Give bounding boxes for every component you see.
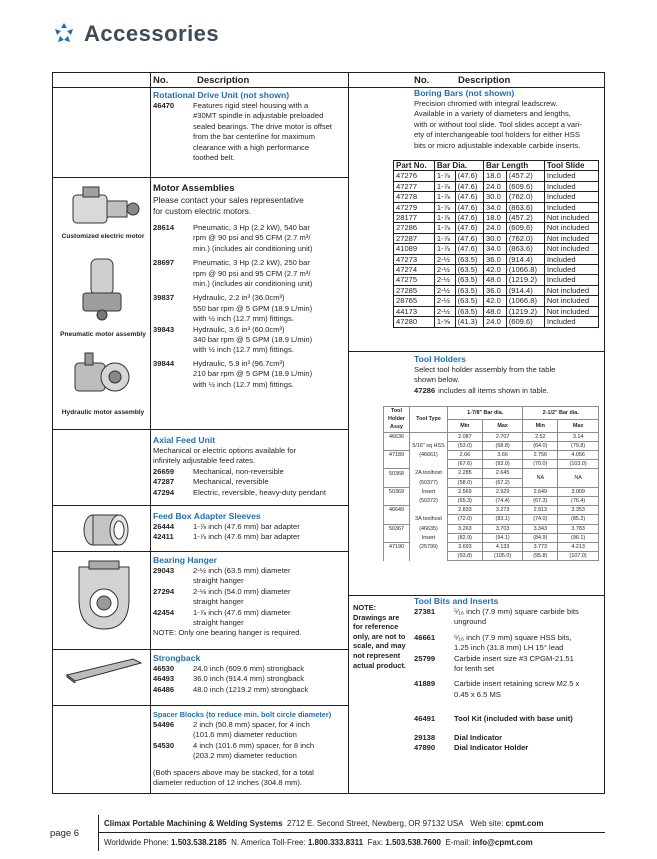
list-item: 47890 Dial Indicator Holder xyxy=(414,743,529,753)
website-link[interactable]: cpmt.com xyxy=(505,819,544,828)
list-item: 28614 Pneumatic, 3 Hp (2.2 kW), 540 bar rpm @ 90 psi and 95 CFM (2.7 m³/ min.) (includes air conditioning unit) xyxy=(153,223,313,253)
list-item: 47294 Electric, reversible, heavy-duty pendant xyxy=(153,487,326,497)
table-row: 47279 1-⅞ (47.6) 34.0 (863.6) Included xyxy=(394,202,599,212)
table-row: 47276 1-⅞ (47.6) 18.0 (457.2) Included xyxy=(394,171,599,181)
table-row: 41089 1-⅞ (47.6) 34.0 (863.6) Not included xyxy=(394,244,599,254)
list-item: 26444 1-⅞ inch (47.6 mm) bar adapter xyxy=(153,522,300,531)
table-row: 47190 (25799) 3.693 4.133 3.773 4.213 xyxy=(384,543,599,552)
divider xyxy=(53,649,349,650)
table-row: 47278 1-⅞ (47.6) 30.0 (762.0) Included xyxy=(394,192,599,202)
climax-logo-icon xyxy=(52,22,76,46)
email-link[interactable]: info@cpmt.com xyxy=(472,838,533,847)
section-axial-feed: Axial Feed Unit Mechanical or electric options available for infinitely adjustable feed rates. 26659 Mechanical, non-reversible 47287 Mechanical, reversible 47294 Electric, reversible, heavy-duty pendant xyxy=(153,435,345,498)
divider xyxy=(150,73,151,793)
divider xyxy=(53,505,349,506)
page-number: page 6 xyxy=(50,828,80,839)
adapter-sleeve-image xyxy=(79,511,129,549)
divider xyxy=(53,429,349,430)
table-row: 27286 1-⅞ (47.6) 24.0 (609.6) Not included xyxy=(394,223,599,233)
table-row: 5/16" sq HSS (53.0) (68.8) (64.0) (79.8) xyxy=(384,441,599,450)
caption-hydraulic-motor: Hydraulic motor assembly xyxy=(61,409,145,416)
section-tool-bits: Tool Bits and Inserts 27381 ⁵⁄₁₆ inch (7.9 mm) square carbide bits unground 46661 ⁵⁄₁₆ inch (7.9 mm) square HSS bits, 1.25 inch (31.8 mm) LH 15° lead 25799 Carbide insert size #3 CPGM-21.51 for tenth set 41889 Carbide insert retaining screw M2.5 x 0.45 x 6.5 MS 46491 Tool Kit (included with base unit) 29138 Dial Indicator 47890 Dial Indicator Holder xyxy=(414,596,604,753)
table-row: (50372) (65.3) (74.4) (67.3) (76.4) xyxy=(384,497,599,506)
table-row: 50368 2A toolhost 2.285 2.645 NA NA xyxy=(384,469,599,478)
section-rotational-drive: Rotational Drive Unit (not shown) 46470 Features rigid steel housing with a #30MT spindle in adjustable preloaded sealed bearings. The drive motor is offset from the bar centerline for maximum clearance with a high performance toothed belt. xyxy=(153,90,333,163)
list-item: 47287 Mechanical, reversible xyxy=(153,477,269,487)
boring-bars-table: Part No. Bar Dia. Bar Length Tool Slide 47276 1-⅞ (47.6) 18.0 (457.2) Included 47277 1-⅞ (47.6) 24.0 (609.6) Included 47278 1-⅞ (47.6) 30.0 (762.0) Included 47279 1-⅞ (47.6) 34.0 (863.6) Included 28177 1-⅞ (47.6) 18.0 (457.2) Not included 27286 1-⅞ (47.6) 24.0 (609.6) Not included 27287 1-⅞ (47.6) 30.0 (762.0) Not included 41089 1-⅞ (47.6) 34.0 (863.6) Not included 47273 2-½ (63.5) 36.0 (914.4) Included 47274 2-½ (63.5) 42.0 (1066.8) Included 47275 2-½ (63.5) 48.0 (1219.2) Included 27285 2-½ (63.5) 36.0 (914.4) Not included 28765 2-½ (63.5) 42.0 (1066.8) Not included 44173 2-½ (63.5) 48.0 (1219.2) Not included 47280 1-⅝ (41.3) 24.0 (609.6) Included xyxy=(393,160,599,328)
accessories-table xyxy=(52,72,605,794)
page-title: Accessories xyxy=(84,21,220,46)
list-item: 26659 Mechanical, non-reversible xyxy=(153,466,284,476)
list-item: 46491 Tool Kit (included with base unit) xyxy=(414,714,573,724)
divider xyxy=(53,705,349,706)
list-item: 54496 2 inch (50.8 mm) spacer, for 4 inch (101.6 mm) diameter reduction xyxy=(153,720,310,740)
table-row: 27287 1-⅞ (47.6) 30.0 (762.0) Not included xyxy=(394,233,599,243)
table-row: 46636 2.087 2.707 2.52 3.14 xyxy=(384,432,599,441)
table-row: 50367 (46635) 3.263 3.703 3.343 3.783 xyxy=(384,524,599,533)
table-row: 27285 2-½ (63.5) 36.0 (914.4) Not included xyxy=(394,285,599,295)
list-item: 25799 Carbide insert size #3 CPGM-21.51 for tenth set xyxy=(414,653,574,674)
table-row: 3A toolhost (72.0) (83.1) (74.0) (85.2) xyxy=(384,515,599,524)
column-header-right: No. Description xyxy=(414,75,511,86)
table-row: 28177 1-⅞ (47.6) 18.0 (457.2) Not included xyxy=(394,213,599,223)
table-row: 47274 2-½ (63.5) 42.0 (1066.8) Included xyxy=(394,265,599,275)
list-item: 39844 Hydraulic, 5.9 in³ (96.7cm³) 210 bar rpm @ 5 GPM (18.9 L/min) with ½ inch (12.7 mm) fittings. xyxy=(153,358,313,389)
list-item: 42454 1-⅞ inch (47.6 mm) diameter straight hanger xyxy=(153,607,291,628)
list-item: 41889 Carbide insert retaining screw M2.5 x 0.45 x 6.5 MS xyxy=(414,679,580,699)
list-item: 27294 2-⅛ inch (54.0 mm) diameter straight hanger xyxy=(153,586,291,607)
table-row: 28765 2-½ (63.5) 42.0 (1066.8) Not included xyxy=(394,296,599,306)
footer-divider xyxy=(98,832,605,833)
divider xyxy=(53,551,349,552)
divider xyxy=(349,351,604,352)
table-row: (67.6) (93.0) (70.0) (103.0) xyxy=(384,460,599,469)
footer-line-2: Worldwide Phone: 1.503.538.2185 N. America Toll-Free: 1.800.333.8311 Fax: 1.503.538.7600 E-mail: info@cpmt.com xyxy=(104,838,533,847)
section-bearing-hanger: Bearing Hanger 29043 2-½ inch (63.5 mm) diameter straight hanger 27294 2-⅛ inch (54.0 mm) diameter straight hanger 42454 1-⅞ inch (47.6 mm) diameter straight hanger NOTE: Only one bearing hanger is required. xyxy=(153,555,345,639)
table-row: (93.8) (105.0) (95.8) (107.0) xyxy=(384,552,599,561)
table-row: 46649 2.833 3.273 2.913 3.353 xyxy=(384,506,599,515)
pneumatic-motor-image xyxy=(73,253,133,323)
list-item: 42411 1-⅞ inch (47.6 mm) bar adapter xyxy=(153,532,300,542)
list-item: 29043 2-½ inch (63.5 mm) diameter straight hanger xyxy=(153,566,291,586)
table-row: 47280 1-⅝ (41.3) 24.0 (609.6) Included xyxy=(394,317,599,327)
table-row: (50377) (58.0) (67.2) xyxy=(384,478,599,487)
list-item: 46661 ⁵⁄₁₆ inch (7.9 mm) square HSS bits, 1.25 inch (31.8 mm) LH 15° lead xyxy=(414,632,572,653)
list-item: 27381 ⁵⁄₁₆ inch (7.9 mm) square carbide bits unground xyxy=(414,607,579,627)
hydraulic-motor-image xyxy=(67,349,137,407)
page-header xyxy=(52,18,219,50)
table-row: Insert (82.9) (94.1) (84.9) (96.1) xyxy=(384,533,599,542)
list-item: 46486 48.0 inch (1219.2 mm) strongback xyxy=(153,684,309,694)
section-spacer-blocks: Spacer Blocks (to reduce min. bolt circle diameter) 54496 2 inch (50.8 mm) spacer, for 4 inch (101.6 mm) diameter reduction 54530 4 inch (101.6 mm) spacer, for 8 inch (203.2 mm) diameter reduction (Both spacers above may be stacked, for a total diameter reduction of 12 inches (304.8 mm). xyxy=(153,709,347,788)
table-row: 47275 2-½ (63.5) 48.0 (1219.2) Included xyxy=(394,275,599,285)
list-item: 46530 24.0 inch (609.6 mm) strongback xyxy=(153,664,305,673)
list-item: 28697 Pneumatic, 3 Hp (2.2 kW), 250 bar rpm @ 90 psi and 95 CFM (2.7 m³/ min.) (includes air conditioning unit) xyxy=(153,258,313,289)
footer-line-1: Climax Portable Machining & Welding Systems 2712 E. Second Street, Newberg, OR 97132 USA Web site: cpmt.com xyxy=(104,819,544,828)
list-item: 39837 Hydraulic, 2.2 in³ (36.0cm³) 550 bar rpm @ 5 GPM (18.9 L/min) with ½ inch (12.7 mm) fittings. xyxy=(153,293,313,324)
tool-holder-table: Tool Holder Assy Tool Type 1-7/8" Bar dia. 2-1/2" Bar dia. Min Max Min Max 46636 2.087 2.707 2.52 3.14 5/16" sq HSS (53.0) (68.8) (64.0) (79.8) 47189 (46661) 2.66 3.66 2.756 4.056 (67.6) (93.0) (70.0) (103.0) 50368 2A toolhost 2.285 2.645 NA NA (50377) (58.0) (67.2) 50369 Insert 2.569 2.929 2.649 3.009 (50372) (65.3) (74.4) (67.3) (76.4) 46649 2.833 3.273 2.913 3.353 3A toolhost (72.0) (83.1) (74.0) (85.2) 50367 (46635) 3.263 3.703 3.343 3.783 Insert (82.9) (94.1) (84.9) (96.1) 47190 (25799) 3.693 4.133 3.773 4.213 (93.8) (105.0) (95.8) (107.0) xyxy=(383,406,599,561)
section-boring-bars: Boring Bars (not shown) Precision chromed with integral leadscrew. Available in a variety of diameters and lengths, with or without tool slide. Tool slides accept a vari- ety of interchangeable tool holders for either HSS bits or micro adjustable indexable carbide inserts. xyxy=(414,88,582,150)
section-feed-box-adapter: Feed Box Adapter Sleeves 26444 1-⅞ inch (47.6 mm) bar adapter 42411 1-⅞ inch (47.6 mm) bar adapter xyxy=(153,511,345,543)
table-row: 47273 2-½ (63.5) 36.0 (914.4) Included xyxy=(394,254,599,264)
footer-divider xyxy=(98,815,99,851)
divider xyxy=(53,177,349,178)
list-item: 54530 4 inch (101.6 mm) spacer, for 8 inch (203.2 mm) diameter reduction xyxy=(153,740,315,761)
table-row: 47277 1-⅞ (47.6) 24.0 (609.6) Included xyxy=(394,181,599,191)
bearing-hanger-image xyxy=(71,559,137,635)
drawing-note: NOTE: Drawings are for reference only, are not to scale, and may not represent actual product. xyxy=(353,603,406,670)
list-item: 29138 Dial Indicator xyxy=(414,732,503,742)
section-strongback: Strongback 46530 24.0 inch (609.6 mm) strongback 46493 36.0 inch (914.4 mm) strongback 46486 48.0 inch (1219.2 mm) strongback xyxy=(153,653,345,695)
electric-motor-image xyxy=(63,183,143,233)
divider xyxy=(348,73,349,793)
table-row: 50369 Insert 2.569 2.929 2.649 3.009 xyxy=(384,487,599,496)
section-tool-holders: Tool Holders Select tool holder assembly from the table shown below. 47286 includes all items shown in table. xyxy=(414,354,556,395)
list-item: 46493 36.0 inch (914.4 mm) strongback xyxy=(153,674,305,684)
strongback-image xyxy=(63,657,145,683)
table-row: 47189 (46661) 2.66 3.66 2.756 4.056 xyxy=(384,451,599,460)
column-header-left: No. Description xyxy=(153,75,250,86)
list-item: 39843 Hydraulic, 3.6 in³ (60.0cm³) 340 bar rpm @ 5 GPM (18.9 L/min) with ½ inch (12.7 mm) fittings. xyxy=(153,324,313,355)
section-motor-assemblies: Motor Assemblies Please contact your sales representative for custom electric motors. 28614 Pneumatic, 3 Hp (2.2 kW), 540 bar rpm @ 90 psi and 95 CFM (2.7 m³/ min.) (includes air conditioning unit) 28697 Pneumatic, 3 Hp (2.2 kW), 250 bar rpm @ 90 psi and 95 CFM (2.7 m³/ min.) (includes air conditioning unit) 39837 Hydraulic, 2.2 in³ (36.0cm³) 550 bar rpm @ 5 GPM (18.9 L/min) with ½ inch (12.7 mm) fittings. 39843 Hydraulic, 3.6 in³ (60.0cm³) 340 bar rpm @ 5 GPM (18.9 L/min) with ½ inch (12.7 mm) fittings. 39844 Hydraulic, 5.9 in³ (96.7cm³) 210 bar rpm @ 5 GPM (18.9 L/min) with ½ inch (12.7 mm) fittings. xyxy=(153,183,345,390)
caption-pneumatic-motor: Pneumatic motor assembly xyxy=(60,331,146,338)
table-row: 44173 2-½ (63.5) 48.0 (1219.2) Not included xyxy=(394,306,599,316)
caption-electric-motor: Customized electric motor xyxy=(61,233,145,240)
